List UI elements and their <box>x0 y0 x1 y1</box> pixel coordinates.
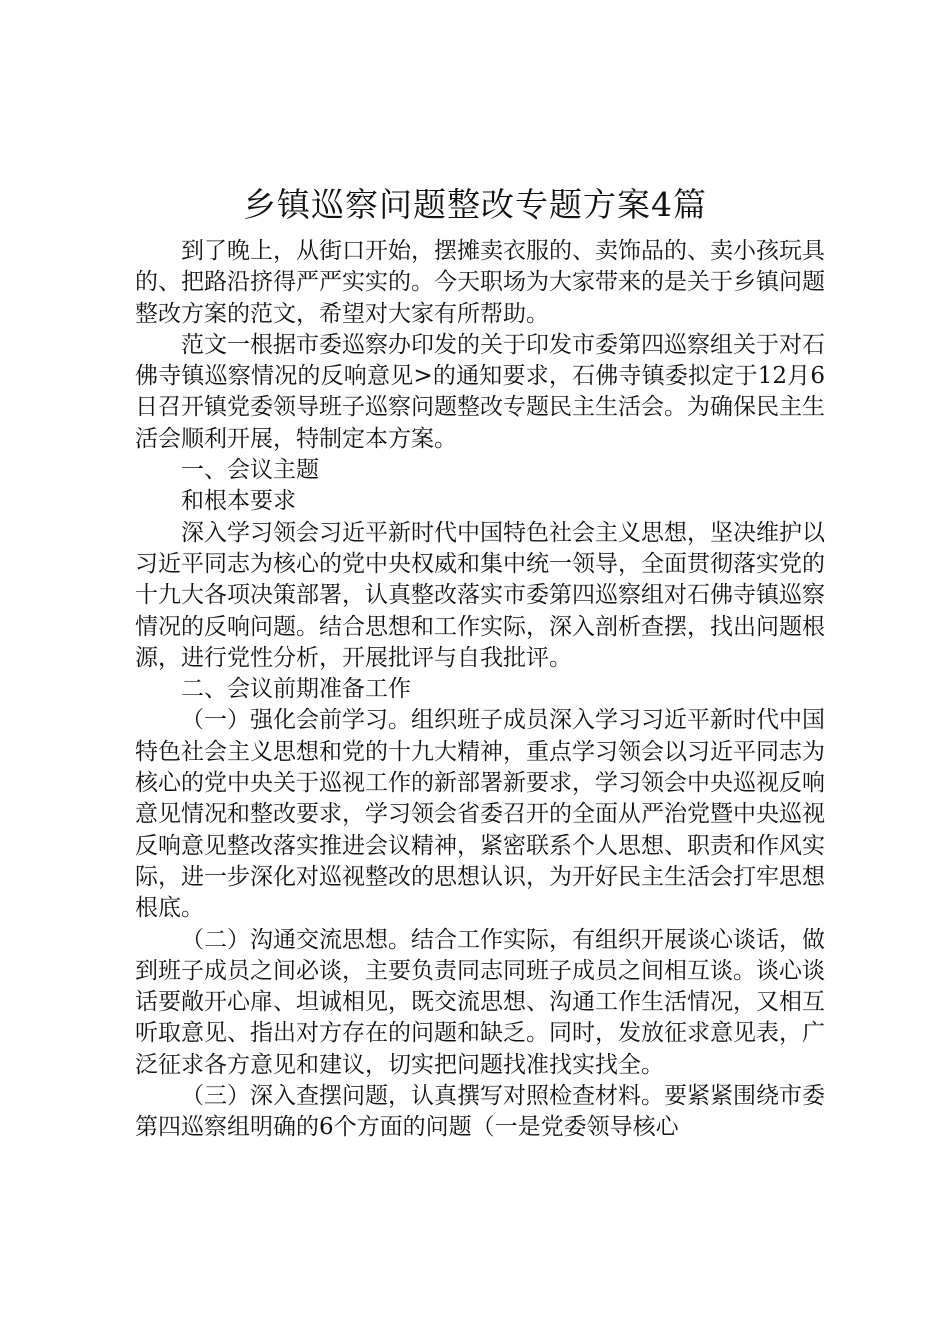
paragraph-item-3: （三）深入查摆问题，认真撰写对照检查材料。要紧紧围绕市委第四巡察组明确的6个方面的问题（一是党委领导核心 <box>135 1083 825 1141</box>
section-heading-2: 二、会议前期准备工作 <box>181 676 411 703</box>
paragraph-requirements: 深入学习领会习近平新时代中国特色社会主义思想，坚决维护以习近平同志为核心的党中央权威和集中统一领导，全面贯彻落实党的十九大各项决策部署，认真整改落实市委第四巡察组对石佛寺镇巡察情况的反响问题。结合思想和工作实际，深入剖析查摆，找出问题根源，进行党性分析，开展批评与自我批评。 <box>135 519 825 671</box>
document-title: 乡镇巡察问题整改专题方案4篇 <box>243 185 707 224</box>
section-heading-1: 一、会议主题 <box>181 457 319 484</box>
paragraph-sample-one: 范文一根据市委巡察办印发的关于印发市委第四巡察组关于对石佛寺镇巡察情况的反响意见>的通知要求，石佛寺镇委拟定于12月6日召开镇党委领导班子巡察问题整改专题民主生活会。为确保民主生活会顺利开展，特制定本方案。 <box>135 331 825 452</box>
paragraph-item-1: （一）强化会前学习。组织班子成员深入学习习近平新时代中国特色社会主义思想和党的十九大精神，重点学习领会以习近平同志为核心的党中央关于巡视工作的新部署新要求，学习领会中央巡视反响意见情况和整改要求，学习领会省委召开的全面从严治党暨中央巡视反响意见整改落实推进会议精神，紧密联系个人思想、职责和作风实际，进一步深化对巡视整改的思想认识，为开好民主生活会打牢思想根底。 <box>135 707 825 922</box>
paragraph-intro: 到了晚上，从街口开始，摆摊卖衣服的、卖饰品的、卖小孩玩具的、把路沿挤得严严实实的。今天职场为大家带来的是关于乡镇问题整改方案的范文，希望对大家有所帮助。 <box>135 238 825 327</box>
section-heading-1-continued: 和根本要求 <box>181 488 296 515</box>
paragraph-item-2: （二）沟通交流思想。结合工作实际，有组织开展谈心谈话，做到班子成员之间必谈，主要负责同志同班子成员之间相互谈。谈心谈话要敞开心扉、坦诚相见，既交流思想、沟通工作生活情况，又相互听取意见、指出对方存在的问题和缺乏。同时，发放征求意见表，广泛征求各方意见和建议，切实把问题找准找实找全。 <box>135 926 825 1078</box>
document-body <box>135 236 825 1144</box>
